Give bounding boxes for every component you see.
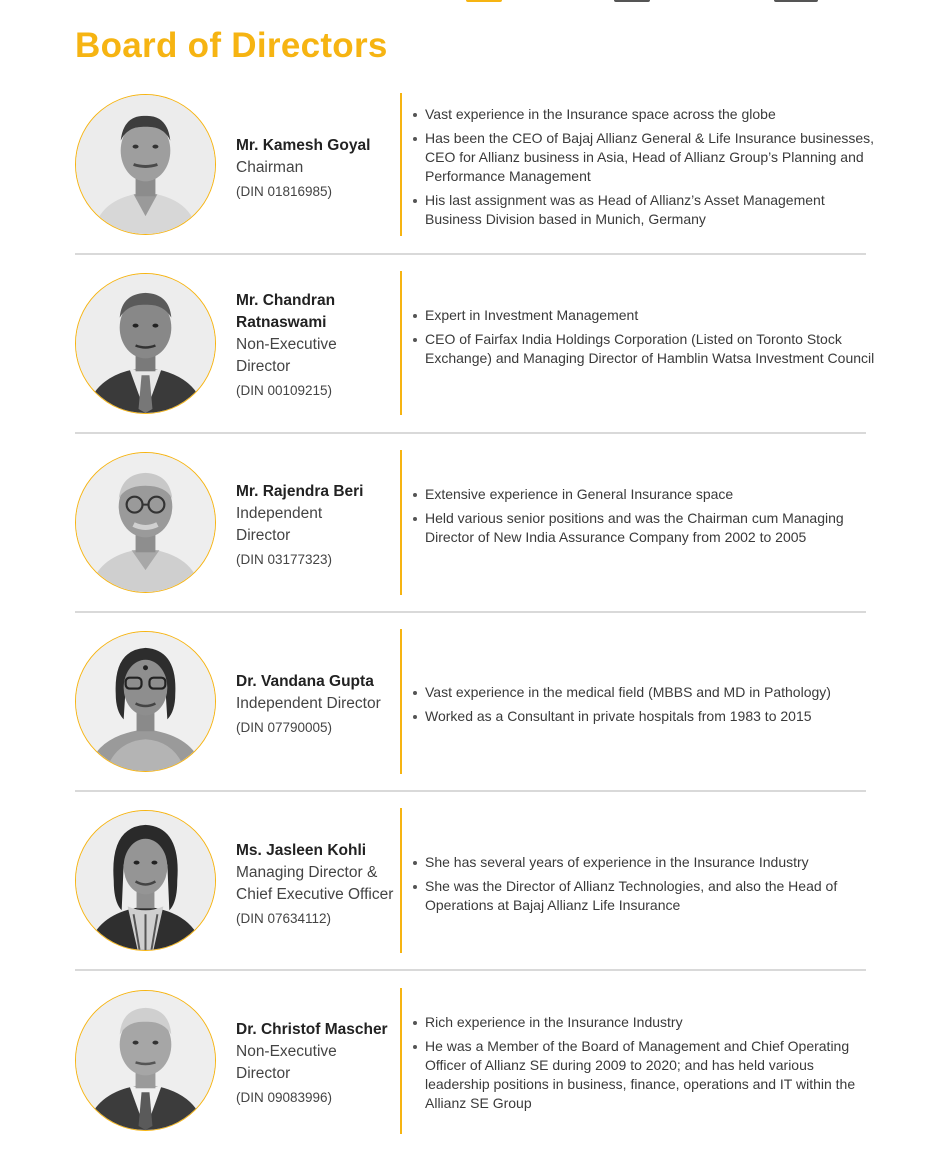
portrait-woman-scarf-icon [76, 811, 215, 950]
director-portrait [75, 452, 216, 593]
director-din: (DIN 09083996) [236, 1090, 333, 1105]
director-name: Ms. Jasleen Kohli [236, 842, 367, 859]
accent-divider [400, 450, 402, 595]
director-din: (DIN 07790005) [236, 720, 333, 735]
director-name: Mr. Kamesh Goyal [236, 137, 371, 154]
director-role: Non-Executive [236, 1043, 337, 1060]
director-role: Chief Executive Officer [236, 886, 394, 903]
director-portrait [75, 94, 216, 235]
director-din: (DIN 07634112) [236, 911, 332, 926]
highlight-item: Vast experience in the Insurance space across the globe [412, 105, 877, 124]
accent-divider [400, 629, 402, 774]
director-role: Non-Executive [236, 336, 337, 353]
director-role: Managing Director & [236, 864, 378, 881]
director-name: Mr. Chandran Ratnaswami [236, 292, 336, 331]
director-name: Mr. Rajendra Beri [236, 483, 364, 500]
portrait-man-glasses-icon [76, 453, 215, 592]
row-separator [75, 969, 866, 971]
director-highlights [412, 485, 877, 552]
highlight-item: She has several years of experience in the Insurance Industry [412, 853, 877, 872]
director-highlights [412, 1013, 877, 1118]
row-separator [75, 432, 866, 434]
highlight-item: His last assignment was as Head of Allianz’s Asset Management Business Division based in Munich, Germany [412, 191, 877, 229]
highlight-item: She was the Director of Allianz Technologies, and also the Head of Operations at Bajaj Allianz Life Insurance [412, 877, 877, 915]
director-portrait [75, 273, 216, 414]
portrait-woman-glasses-icon [76, 632, 215, 771]
director-info [236, 671, 398, 739]
director-highlights [412, 853, 877, 920]
director-info [236, 1019, 398, 1109]
director-din: (DIN 00109215) [236, 383, 333, 398]
highlight-item: Held various senior positions and was the Chairman cum Managing Director of New India Assurance Company from 2002 to 2005 [412, 509, 877, 547]
director-portrait [75, 990, 216, 1131]
accent-divider [400, 271, 402, 415]
accent-divider [400, 988, 402, 1134]
highlight-item: Extensive experience in General Insurance space [412, 485, 877, 504]
highlight-item: Worked as a Consultant in private hospitals from 1983 to 2015 [412, 707, 877, 726]
accent-divider [400, 808, 402, 953]
director-role: Chairman [236, 159, 304, 176]
director-highlights [412, 105, 877, 234]
director-name: Dr. Christof Mascher [236, 1021, 388, 1038]
highlight-item: Has been the CEO of Bajaj Allianz General & Life Insurance businesses, CEO for Allianz business in Asia, Head of Allianz Group’s Planning and Performance Management [412, 129, 877, 186]
director-din: (DIN 03177323) [236, 552, 333, 567]
row-separator [75, 790, 866, 792]
row-separator [75, 253, 866, 255]
director-role: Director [236, 358, 291, 375]
director-portrait [75, 631, 216, 772]
director-portrait [75, 810, 216, 951]
director-info [236, 290, 398, 402]
highlight-item: He was a Member of the Board of Management and Chief Operating Officer of Allianz SE during 2009 to 2020; and has held various leadership positions in business, finance, operations and IT within the Allianz SE Group [412, 1037, 877, 1113]
director-info [236, 840, 398, 930]
page-title: Board of Directors [75, 26, 388, 65]
director-role: Director [236, 527, 291, 544]
director-name: Dr. Vandana Gupta [236, 673, 374, 690]
director-info [236, 481, 398, 571]
highlight-item: Vast experience in the medical field (MBBS and MD in Pathology) [412, 683, 877, 702]
director-role: Director [236, 1065, 291, 1082]
row-separator [75, 611, 866, 613]
portrait-man-open-collar-icon [76, 95, 215, 234]
accent-divider [400, 93, 402, 236]
director-highlights [412, 683, 877, 731]
highlight-item: Expert in Investment Management [412, 306, 877, 325]
director-din: (DIN 01816985) [236, 184, 333, 199]
director-role: Independent Director [236, 695, 381, 712]
director-role: Independent [236, 505, 323, 522]
portrait-man-suit-tie-icon [76, 991, 215, 1130]
director-info [236, 135, 398, 203]
highlight-item: Rich experience in the Insurance Industry [412, 1013, 877, 1032]
director-highlights [412, 306, 877, 373]
portrait-man-suit-tie-icon [76, 274, 215, 413]
highlight-item: CEO of Fairfax India Holdings Corporation (Listed on Toronto Stock Exchange) and Managing Director of Hamblin Watsa Investment Council [412, 330, 877, 368]
